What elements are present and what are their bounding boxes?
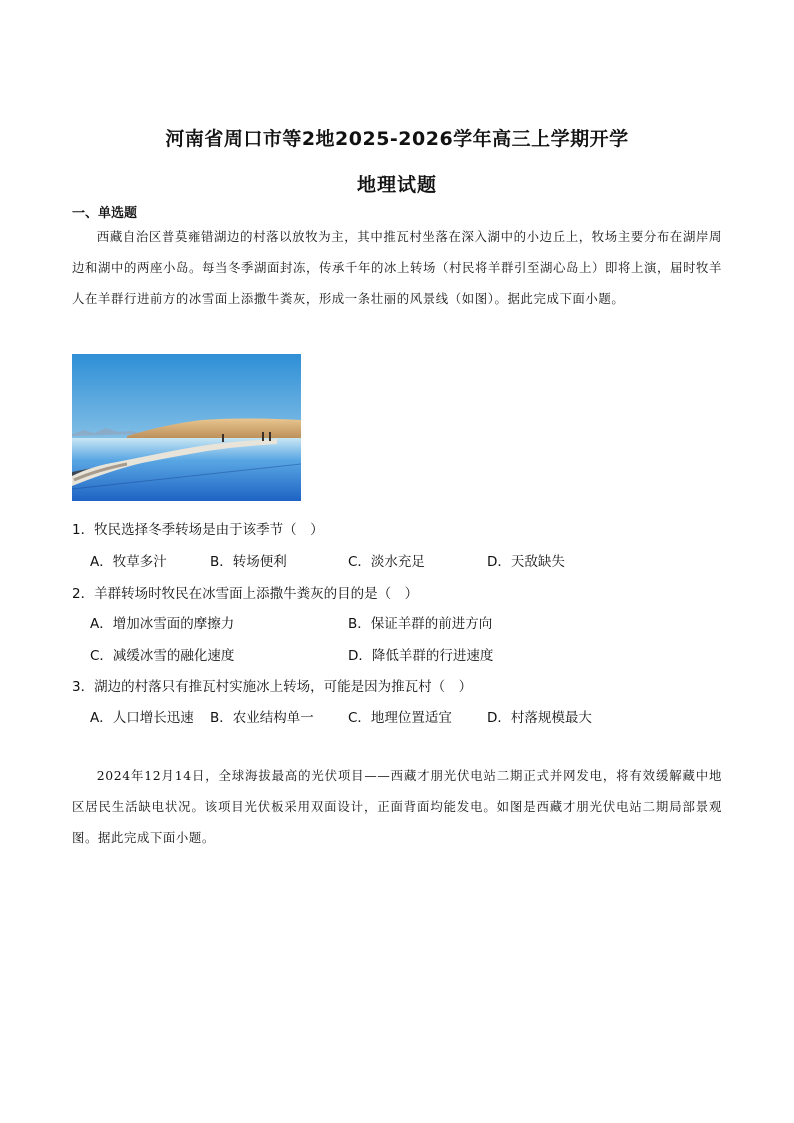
question-3-option-a[interactable]: A．人口增长迅速: [90, 710, 194, 726]
question-2-option-c[interactable]: C．减缓冰雪的融化速度: [90, 648, 235, 664]
question-3-option-d[interactable]: D．村落规模最大: [487, 710, 592, 726]
reading-passage-1: 西藏自治区普莫雍错湖边的村落以放牧为主，其中推瓦村坐落在深入湖中的小边丘上，牧场主要分布在湖岸周边和湖中的两座小岛。每当冬季湖面封冻，传承千年的冰上转场（村民将羊群引至湖心岛上）即将上演，届时牧羊人在羊群行进前方的冰雪面上添撒牛粪灰，形成一条壮丽的风景线（如图）。据此完成下面小题。: [72, 229, 722, 306]
photo-illustration: [72, 354, 301, 501]
document-title: 河南省周口市等2地2025-2026学年高三上学期开学: [165, 128, 629, 150]
question-3-option-c[interactable]: C．地理位置适宜: [348, 710, 452, 726]
question-1-option-a[interactable]: A．牧草多汁: [90, 554, 167, 570]
question-2-option-a[interactable]: A．增加冰雪面的摩擦力: [90, 616, 235, 632]
question-2-stem: 2．羊群转场时牧民在冰雪面上添撒牛粪灰的目的是（ ）: [72, 586, 419, 602]
question-1-option-b[interactable]: B．转场便利: [210, 554, 287, 570]
question-1-option-c[interactable]: C．淡水充足: [348, 554, 425, 570]
question-3-stem: 3．湖边的村落只有推瓦村实施冰上转场，可能是因为推瓦村（ ）: [72, 679, 473, 695]
question-2-option-b[interactable]: B．保证羊群的前进方向: [348, 616, 493, 632]
section-heading: 一、单选题: [72, 206, 138, 221]
lake-migration-photo: [72, 354, 301, 501]
question-3-option-b[interactable]: B．农业结构单一: [210, 710, 314, 726]
question-1-option-d[interactable]: D．天敌缺失: [487, 554, 565, 570]
reading-passage-2: 2024年12月14日，全球海拔最高的光伏项目——西藏才朋光伏电站二期正式并网发电，将有效缓解藏中地区居民生活缺电状况。该项目光伏板采用双面设计，正面背面均能发电。如图是西藏才朋光伏电站二期局部景观图。据此完成下面小题。: [72, 768, 722, 845]
question-1-stem: 1．牧民选择冬季转场是由于该季节（ ）: [72, 522, 324, 538]
document-subtitle: 地理试题: [356, 174, 437, 196]
question-2-option-d[interactable]: D．降低羊群的行进速度: [348, 648, 494, 664]
